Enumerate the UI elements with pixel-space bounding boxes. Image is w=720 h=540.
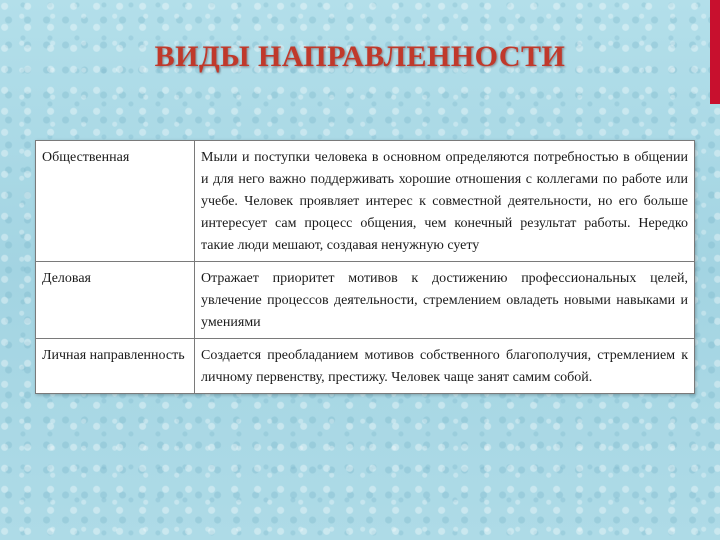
table-row bbox=[36, 262, 695, 339]
direction-name: Деловая bbox=[36, 262, 195, 339]
direction-description: Мыли и поступки человека в основном определяются потребностью в общении и для него важно поддерживать хорошие отношения с коллегами по работе или учебе. Человек проявляет интерес к совместной деятельности, но его больше интересует сам процесс общения, чем конечный результат работы. Нередко такие люди мешают, создавая ненужную суету bbox=[195, 141, 695, 262]
table-row bbox=[36, 339, 695, 394]
direction-description: Создается преобладанием мотивов собственного благополучия, стремлением к личному первенству, престижу. Человек чаще занят самим собой. bbox=[195, 339, 695, 394]
direction-name: Общественная bbox=[36, 141, 195, 262]
direction-name: Личная направленность bbox=[36, 339, 195, 394]
direction-description: Отражает приоритет мотивов к достижению профессиональных целей, увлечение процессов деятельности, стремлением овладеть новыми навыками и умениями bbox=[195, 262, 695, 339]
slide-title: ВИДЫ НАПРАВЛЕННОСТИ bbox=[154, 40, 566, 73]
table-row bbox=[36, 141, 695, 262]
directions-table bbox=[35, 140, 695, 394]
